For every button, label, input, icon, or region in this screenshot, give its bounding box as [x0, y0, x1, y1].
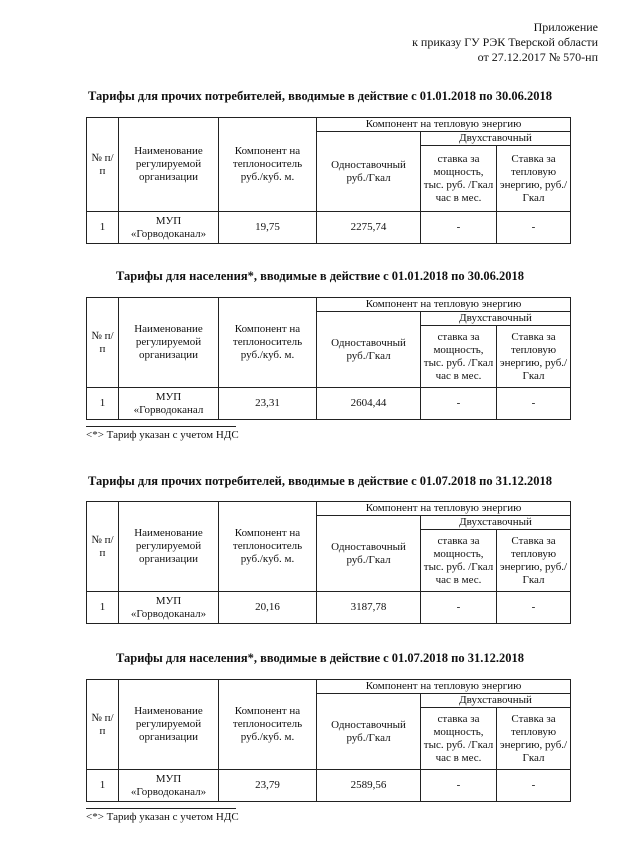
col-num-header: № п/п	[87, 680, 119, 770]
cell-single: 2604,44	[317, 388, 421, 420]
col-two-rate-header: Двухставочный	[421, 516, 571, 530]
cell-org: МУП «Горводоканал»	[119, 592, 219, 624]
section-2-title: Тарифы для населения*, вводимые в действие с 01.01.2018 по 30.06.2018	[115, 269, 525, 283]
col-carrier-header: Компонент на теплоноситель руб./куб. м.	[219, 502, 317, 592]
col-org-header: Наименование регулируемой организации	[119, 298, 219, 388]
col-single-rate-header: Одноставочный руб./Гкал	[317, 694, 421, 770]
col-single-rate-header: Одноставочный руб./Гкал	[317, 312, 421, 388]
tariff-table-4	[86, 679, 571, 802]
cell-energy: -	[497, 770, 571, 802]
col-energy-header: Ставка за тепловую энергию, руб./Гкал	[497, 146, 571, 212]
tariff-table-3	[86, 501, 571, 624]
col-capacity-header: ставка за мощность, тыс. руб. /Гкал час в мес.	[421, 146, 497, 212]
col-carrier-header: Компонент на теплоноситель руб./куб. м.	[219, 298, 317, 388]
header-line-order: к приказу ГУ РЭК Тверской области	[412, 35, 598, 49]
table-row	[87, 388, 571, 420]
cell-capacity: -	[421, 592, 497, 624]
col-num-header: № п/п	[87, 118, 119, 212]
header-line-date: от 27.12.2017 № 570-нп	[477, 50, 598, 64]
col-heat-component-header: Компонент на тепловую энергию	[317, 680, 571, 694]
tariff-table-1	[86, 117, 571, 244]
cell-num: 1	[87, 388, 119, 420]
col-single-rate-header: Одноставочный руб./Гкал	[317, 132, 421, 212]
cell-energy: -	[497, 592, 571, 624]
cell-single: 3187,78	[317, 592, 421, 624]
cell-carrier: 23,31	[219, 388, 317, 420]
cell-num: 1	[87, 212, 119, 244]
cell-carrier: 19,75	[219, 212, 317, 244]
cell-capacity: -	[421, 770, 497, 802]
col-org-header: Наименование регулируемой организации	[119, 118, 219, 212]
section-1-title: Тарифы для прочих потребителей, вводимые в действие с 01.01.2018 по 30.06.2018	[87, 89, 553, 103]
table-row	[87, 770, 571, 802]
col-heat-component-header: Компонент на тепловую энергию	[317, 502, 571, 516]
footnote-vat: <*> Тариф указан с учетом НДС	[86, 429, 239, 441]
section-3-title: Тарифы для прочих потребителей, вводимые в действие с 01.07.2018 по 31.12.2018	[87, 474, 553, 488]
col-two-rate-header: Двухставочный	[421, 694, 571, 708]
footnote-divider	[86, 808, 236, 809]
col-heat-component-header: Компонент на тепловую энергию	[317, 298, 571, 312]
section-4-title: Тарифы для населения*, вводимые в действие с 01.07.2018 по 31.12.2018	[115, 651, 525, 665]
table-row	[87, 212, 571, 244]
footnote-divider	[86, 426, 236, 427]
col-org-header: Наименование регулируемой организации	[119, 502, 219, 592]
col-capacity-header: ставка за мощность, тыс. руб. /Гкал час в мес.	[421, 530, 497, 592]
col-heat-component-header: Компонент на тепловую энергию	[317, 118, 571, 132]
cell-energy: -	[497, 388, 571, 420]
cell-carrier: 20,16	[219, 592, 317, 624]
col-capacity-header: ставка за мощность, тыс. руб. /Гкал час в мес.	[421, 708, 497, 770]
tariff-table-2	[86, 297, 571, 420]
col-two-rate-header: Двухставочный	[421, 132, 571, 146]
cell-num: 1	[87, 592, 119, 624]
cell-capacity: -	[421, 388, 497, 420]
cell-org: МУП «Горводоканал»	[119, 770, 219, 802]
col-two-rate-header: Двухставочный	[421, 312, 571, 326]
document-header	[412, 20, 598, 65]
cell-num: 1	[87, 770, 119, 802]
col-num-header: № п/п	[87, 502, 119, 592]
col-org-header: Наименование регулируемой организации	[119, 680, 219, 770]
header-line-appendix: Приложение	[533, 20, 598, 34]
col-energy-header: Ставка за тепловую энергию, руб./Гкал	[497, 530, 571, 592]
col-capacity-header: ставка за мощность, тыс. руб. /Гкал час в мес.	[421, 326, 497, 388]
table-row	[87, 592, 571, 624]
col-energy-header: Ставка за тепловую энергию, руб./Гкал	[497, 708, 571, 770]
footnote-vat: <*> Тариф указан с учетом НДС	[86, 811, 239, 823]
cell-energy: -	[497, 212, 571, 244]
cell-carrier: 23,79	[219, 770, 317, 802]
cell-org: МУП «Горводоканал	[119, 388, 219, 420]
col-num-header: № п/п	[87, 298, 119, 388]
col-carrier-header: Компонент на теплоноситель руб./куб. м.	[219, 680, 317, 770]
col-carrier-header: Компонент на теплоноситель руб./куб. м.	[219, 118, 317, 212]
cell-capacity: -	[421, 212, 497, 244]
cell-single: 2589,56	[317, 770, 421, 802]
cell-org: МУП «Горводоканал»	[119, 212, 219, 244]
col-energy-header: Ставка за тепловую энергию, руб./Гкал	[497, 326, 571, 388]
col-single-rate-header: Одноставочный руб./Гкал	[317, 516, 421, 592]
cell-single: 2275,74	[317, 212, 421, 244]
